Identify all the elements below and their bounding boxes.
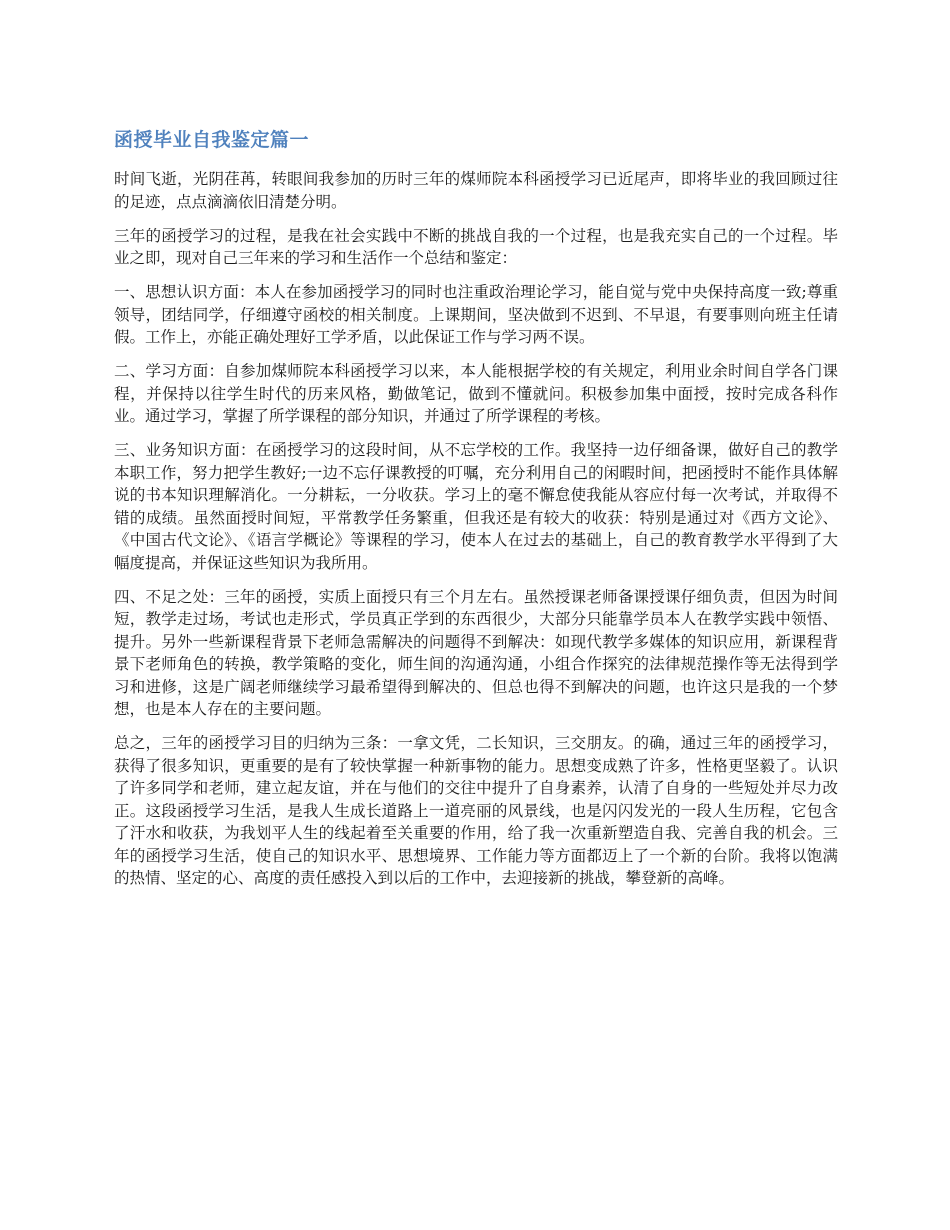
paragraph-shortcomings: 四、不足之处：三年的函授，实质上面授只有三个月左右。虽然授课老师备课授课仔细负责，但因为时间短，教学走过场，考试也走形式，学员真正学到的东西很少，大部分只能靠学员本人在教学实践中领悟、提升。另外一些新课程背景下老师急需解决的问题得不到解决：如现代教学多媒体的知识应用，新课程背景下老师角色的转换，教学策略的变化，师生间的沟通沟通，小组合作探究的法律规范操作等无法得到学习和进修，这是广阔老师继续学习最希望得到解决的、但总也得不到解决的问题，也许这只是我的一个梦想，也是本人存在的主要问题。 [114,587,838,718]
paragraph-conclusion: 总之，三年的函授学习目的归纳为三条：一拿文凭，二长知识，三交朋友。的确，通过三年的函授学习，获得了很多知识，更重要的是有了较快掌握一种新事物的能力。思想变成熟了许多，性格更坚毅了。认识了许多同学和老师，建立起友谊，并在与他们的交往中提升了自身素养，认清了自身的一些短处并尽力改正。这段函授学习生活，是我人生成长道路上一道亮丽的风景线，也是闪闪发光的一段人生历程，它包含了汗水和收获，为我划平人生的线起着至关重要的作用，给了我一次重新塑造自我、完善自我的机会。三年的函授学习生活，使自己的知识水平、思想境界、工作能力等方面都迈上了一个新的台阶。我将以饱满的热情、坚定的心、高度的责任感投入到以后的工作中，去迎接新的挑战，攀登新的高峰。 [114,734,838,887]
paragraph-ideology: 一、思想认识方面：本人在参加函授学习的同时也注重政治理论学习，能自觉与党中央保持高度一致;尊重领导，团结同学，仔细遵守函校的相关制度。上课期间，坚决做到不迟到、不早退，有要事则向班主任请假。工作上，亦能正确处理好工学矛盾，以此保证工作与学习两不误。 [114,283,838,346]
paragraph-intro: 时间飞逝，光阴荏苒，转眼间我参加的历时三年的煤师院本科函授学习已近尾声，即将毕业的我回顾过往的足迹，点点滴滴依旧清楚分明。 [114,170,838,211]
paragraph-overview: 三年的函授学习的过程，是我在社会实践中不断的挑战自我的一个过程，也是我充实自己的一个过程。毕业之即，现对自己三年来的学习和生活作一个总结和鉴定： [114,226,838,267]
paragraph-study: 二、学习方面：自参加煤师院本科函授学习以来，本人能根据学校的有关规定，利用业余时间自学各门课程，并保持以往学生时代的历来风格，勤做笔记，做到不懂就问。积极参加集中面授，按时完成各科作业。通过学习，掌握了所学课程的部分知识，并通过了所学课程的考核。 [114,362,838,425]
document-title: 函授毕业自我鉴定篇一 [114,129,310,151]
document-page [114,124,838,901]
paragraph-professional-knowledge: 三、业务知识方面：在函授学习的这段时间，从不忘学校的工作。我坚持一边仔细备课，做好自己的教学本职工作，努力把学生教好;一边不忘仔课教授的叮嘱，充分利用自己的闲暇时间，把函授时不能作具体解说的书本知识理解消化。一分耕耘，一分收获。学习上的毫不懈怠使我能从容应付每一次考试，并取得不错的成绩。虽然面授时间短，平常教学任务繁重，但我还是有较大的收获：特别是通过对《西方文论》、《中国古代文论》、《语言学概论》等课程的学习，使本人在过去的基础上，自己的教育教学水平得到了大幅度提高，并保证这些知识为我所用。 [114,441,838,572]
